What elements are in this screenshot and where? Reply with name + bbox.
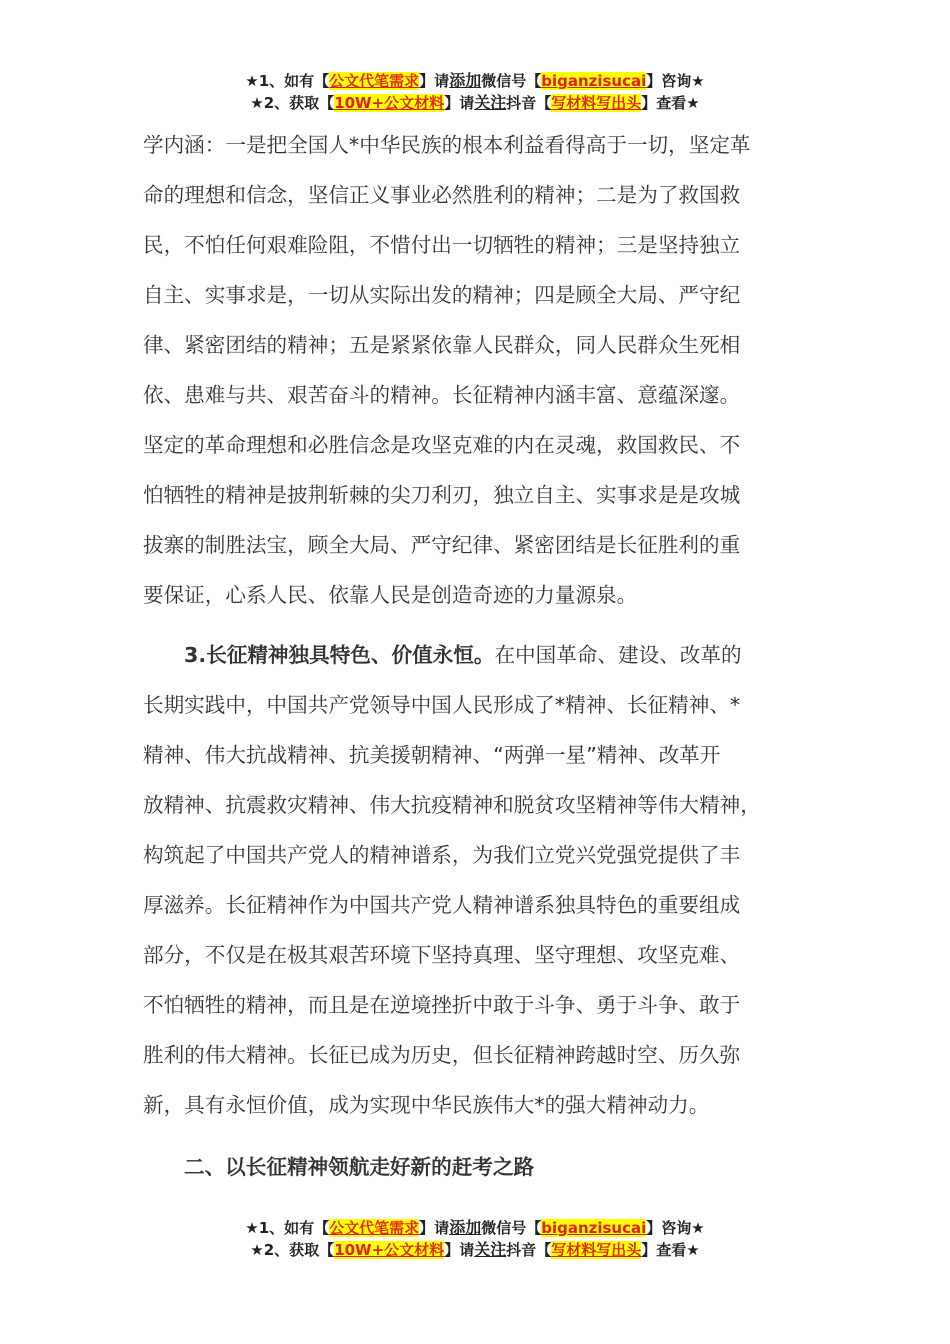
materials-highlight: 10W+公文材料: [334, 94, 445, 112]
banner-line-1: ★1、如有【公文代笔需求】请添加微信号【biganzisucai】咨询★: [245, 71, 705, 90]
text-line: 新，具有永恒价值，成为实现中华民族伟大*的强大精神动力。: [143, 1093, 710, 1117]
paragraph-spirit-connotation: [143, 120, 833, 620]
text-line: 自主、实事求是，一切从实际出发的精神；四是顾全大局、严守纪: [143, 283, 741, 307]
banner-line-2: ★2、获取【10W+公文材料】请关注抖音【写材料写出头】查看★: [250, 1240, 700, 1259]
banner-line-1: ★1、如有【公文代笔需求】请添加微信号【biganzisucai】咨询★: [245, 1218, 705, 1237]
text-line: 坚定的革命理想和必胜信念是攻坚克难的内在灵魂，救国救民、不: [143, 433, 741, 457]
service-highlight: 公文代笔需求: [329, 72, 420, 90]
text-line: 胜利的伟大精神。长征已成为历史，但长征精神跨越时空、历久弥: [143, 1043, 741, 1067]
text-line: 律、紧密团结的精神；五是紧紧依靠人民群众，同人民群众生死相: [143, 333, 741, 357]
text-line: 部分，不仅是在极其艰苦环境下坚持真理、坚守理想、攻坚克难、: [143, 943, 741, 967]
text-line: 精神、伟大抗战精神、抗美援朝精神、“两弹一星”精神、改革开: [143, 743, 721, 767]
text-line: 长期实践中，中国共产党领导中国人民形成了*精神、长征精神、*: [143, 693, 741, 717]
text-line: 学内涵：一是把全国人*中华民族的根本利益看得高于一切，坚定革: [143, 133, 751, 157]
text-line: 构筑起了中国共产党人的精神谱系，为我们立党兴党强党提供了丰: [143, 843, 741, 867]
section-heading: 二、以长征精神领航走好新的赶考之路: [184, 1155, 535, 1179]
paragraph-unique-value: [143, 630, 833, 1130]
follow-emphasis: 关注: [474, 1240, 507, 1259]
materials-highlight: 10W+公文材料: [334, 1241, 445, 1259]
banner-line-2: ★2、获取【10W+公文材料】请关注抖音【写材料写出头】查看★: [250, 93, 700, 112]
follow-emphasis: 关注: [474, 93, 507, 112]
douyin-id-highlight: 写材料写出头: [551, 1241, 642, 1259]
douyin-id-highlight: 写材料写出头: [551, 94, 642, 112]
text-line: 怕牺牲的精神是披荆斩棘的尖刀利刃，独立自主、实事求是是攻城: [143, 483, 741, 507]
text-line: 依、患难与共、艰苦奋斗的精神。长征精神内涵丰富、意蕴深邃。: [143, 383, 741, 407]
top-banner: [0, 70, 950, 114]
service-highlight: 公文代笔需求: [329, 1219, 420, 1237]
bottom-banner: [0, 1217, 950, 1261]
text-line: 不怕牺牲的精神，而且是在逆境挫折中敢于斗争、勇于斗争、敢于: [143, 993, 741, 1017]
text-line: 命的理想和信念，坚信正义事业必然胜利的精神；二是为了救国救: [143, 183, 741, 207]
point-heading: 3.长征精神独具特色、价值永恒。: [184, 643, 495, 667]
text-line: 放精神、抗震救灾精神、伟大抗疫精神和脱贫攻坚精神等伟大精神，: [143, 793, 761, 817]
wechat-id-highlight: biganzisucai: [541, 72, 647, 90]
wechat-id-highlight: biganzisucai: [541, 1219, 647, 1237]
text-line: 民，不怕任何艰难险阻，不惜付出一切牺牲的精神；三是坚持独立: [143, 233, 741, 257]
text-line: 要保证，心系人民、依靠人民是创造奇迹的力量源泉。: [143, 583, 638, 607]
text-line: 拔寨的制胜法宝，顾全大局、严守纪律、紧密团结是长征胜利的重: [143, 533, 741, 557]
text-line: 厚滋养。长征精神作为中国共产党人精神谱系独具特色的重要组成: [143, 893, 741, 917]
paragraph-first-line: 3.长征精神独具特色、价值永恒。在中国革命、建设、改革的: [184, 643, 742, 667]
add-emphasis: 添加: [449, 71, 482, 90]
add-emphasis: 添加: [449, 1218, 482, 1237]
